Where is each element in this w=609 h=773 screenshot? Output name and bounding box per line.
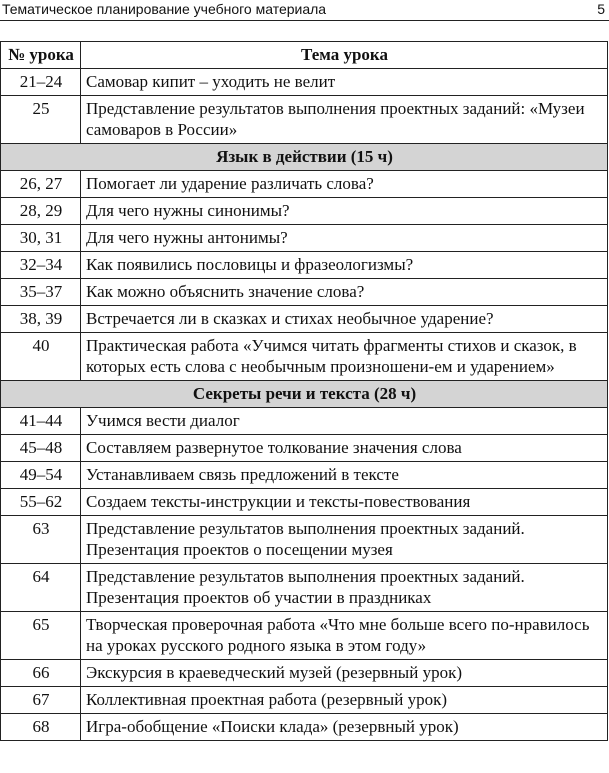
column-header-lesson-number: № урока <box>1 42 81 69</box>
lesson-number: 55–62 <box>1 489 81 516</box>
lesson-number: 26, 27 <box>1 171 81 198</box>
lesson-topic: Представление результатов выполнения проектных заданий. Презентация проектов о посещении музея <box>81 516 608 564</box>
lesson-topic: Экскурсия в краеведческий музей (резервный урок) <box>81 660 608 687</box>
lesson-topic: Для чего нужны антонимы? <box>81 225 608 252</box>
table-row <box>1 252 608 279</box>
table-row <box>1 462 608 489</box>
running-title: Тематическое планирование учебного материала <box>2 1 327 17</box>
section-title: Язык в действии (15 ч) <box>1 144 608 171</box>
table-body <box>1 69 608 741</box>
lesson-topic: Представление результатов выполнения проектных заданий. Презентация проектов об участии в праздниках <box>81 564 608 612</box>
table-row <box>1 612 608 660</box>
column-header-lesson-topic: Тема урока <box>81 42 608 69</box>
lesson-number: 25 <box>1 96 81 144</box>
table-row <box>1 279 608 306</box>
table-row <box>1 516 608 564</box>
lesson-number: 49–54 <box>1 462 81 489</box>
lesson-topic: Представление результатов выполнения проектных заданий: «Музеи самоваров в России» <box>81 96 608 144</box>
section-row <box>1 381 608 408</box>
lesson-topic: Для чего нужны синонимы? <box>81 198 608 225</box>
table-row <box>1 687 608 714</box>
lesson-topic: Учимся вести диалог <box>81 408 608 435</box>
table-row <box>1 489 608 516</box>
lesson-plan-table <box>0 41 608 741</box>
lesson-number: 63 <box>1 516 81 564</box>
lesson-number: 65 <box>1 612 81 660</box>
table-row <box>1 306 608 333</box>
section-row <box>1 144 608 171</box>
lesson-number: 45–48 <box>1 435 81 462</box>
table-header-row <box>1 42 608 69</box>
lesson-topic: Коллективная проектная работа (резервный урок) <box>81 687 608 714</box>
lesson-topic: Самовар кипит – уходить не велит <box>81 69 608 96</box>
table-row <box>1 333 608 381</box>
page-number: 5 <box>597 1 605 17</box>
lesson-number: 32–34 <box>1 252 81 279</box>
running-header <box>0 0 609 21</box>
lesson-number: 66 <box>1 660 81 687</box>
lesson-topic: Игра-обобщение «Поиски клада» (резервный урок) <box>81 714 608 741</box>
table-row <box>1 714 608 741</box>
table-row <box>1 69 608 96</box>
table-row <box>1 198 608 225</box>
lesson-topic: Как можно объяснить значение слова? <box>81 279 608 306</box>
lesson-number: 30, 31 <box>1 225 81 252</box>
lesson-topic: Помогает ли ударение различать слова? <box>81 171 608 198</box>
lesson-topic: Творческая проверочная работа «Что мне больше всего по-нравилось на уроках русского родного языка в этом году» <box>81 612 608 660</box>
lesson-number: 35–37 <box>1 279 81 306</box>
lesson-topic: Создаем тексты-инструкции и тексты-повествования <box>81 489 608 516</box>
table-row <box>1 225 608 252</box>
lesson-number: 68 <box>1 714 81 741</box>
table-row <box>1 408 608 435</box>
lesson-topic: Как появились пословицы и фразеологизмы? <box>81 252 608 279</box>
table-row <box>1 435 608 462</box>
lesson-topic: Встречается ли в сказках и стихах необычное ударение? <box>81 306 608 333</box>
table-row <box>1 660 608 687</box>
table-row <box>1 171 608 198</box>
lesson-number: 64 <box>1 564 81 612</box>
lesson-number: 67 <box>1 687 81 714</box>
lesson-number: 41–44 <box>1 408 81 435</box>
section-title: Секреты речи и текста (28 ч) <box>1 381 608 408</box>
table-row <box>1 96 608 144</box>
lesson-topic: Устанавливаем связь предложений в тексте <box>81 462 608 489</box>
lesson-number: 38, 39 <box>1 306 81 333</box>
lesson-number: 40 <box>1 333 81 381</box>
lesson-number: 21–24 <box>1 69 81 96</box>
lesson-topic: Практическая работа «Учимся читать фрагменты стихов и сказок, в которых есть слова с необычным произношени-ем и ударением» <box>81 333 608 381</box>
table-row <box>1 564 608 612</box>
lesson-topic: Составляем развернутое толкование значения слова <box>81 435 608 462</box>
lesson-number: 28, 29 <box>1 198 81 225</box>
